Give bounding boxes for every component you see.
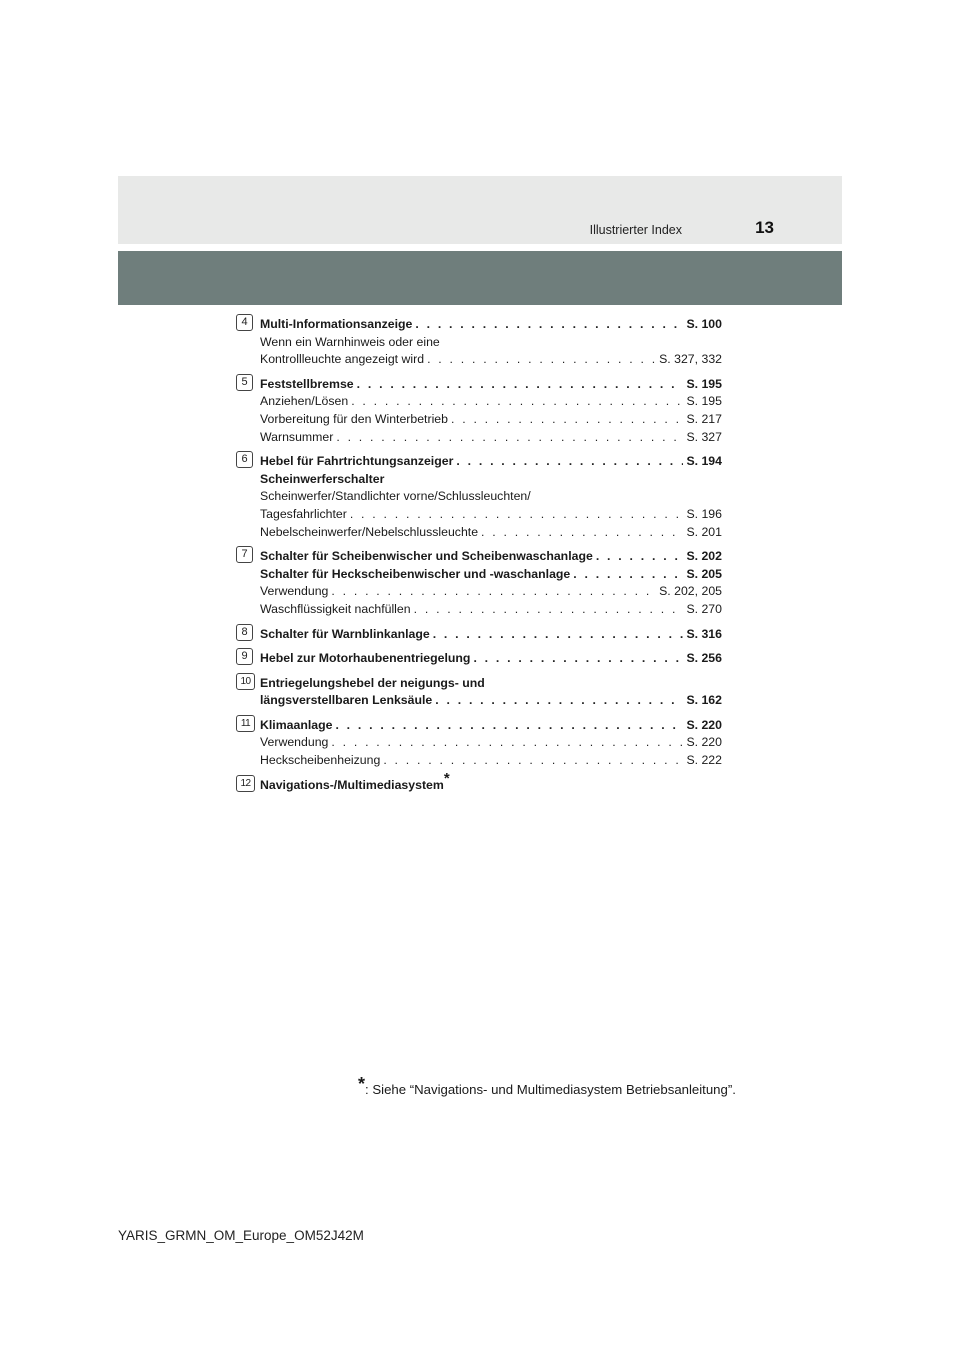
index-line — [260, 393, 722, 411]
index-line — [260, 351, 722, 369]
index-line — [260, 717, 722, 735]
index-line-label: Schalter für Heckscheibenwischer und -waschanlage — [260, 566, 571, 581]
dot-leader — [435, 692, 683, 710]
dot-leader — [481, 524, 683, 542]
index-line — [260, 626, 722, 644]
index-entry — [236, 626, 722, 644]
page-number: 13 — [755, 218, 774, 237]
page-reference: S. 256 — [686, 651, 722, 666]
index-line-label: Vorbereitung für den Winterbetrieb — [260, 411, 448, 426]
index-line — [260, 376, 722, 394]
page-reference: S. 195 — [686, 376, 722, 391]
index-list — [236, 316, 722, 801]
index-line-label: Multi-Informationsanzeige — [260, 317, 413, 331]
document-id: YARIS_GRMN_OM_Europe_OM52J42M — [118, 1228, 364, 1243]
index-entry — [236, 316, 722, 369]
dot-leader — [414, 601, 684, 619]
page-reference: S. 194 — [686, 454, 722, 469]
item-number-badge: 7 — [236, 546, 253, 563]
page-reference: S. 270 — [686, 601, 722, 616]
index-line — [260, 429, 722, 447]
item-number-badge: 9 — [236, 648, 253, 665]
page-reference: S. 316 — [686, 626, 722, 641]
index-line — [260, 692, 722, 710]
index-line — [260, 316, 722, 334]
dot-leader — [336, 429, 683, 447]
page-reference: S. 327 — [686, 429, 722, 444]
index-line-label: Klimaanlage — [260, 717, 333, 732]
index-line — [260, 650, 722, 668]
index-entry — [236, 769, 722, 795]
page-reference: S. 162 — [686, 693, 722, 708]
index-entry — [236, 376, 722, 446]
page-reference: S. 201 — [686, 524, 722, 539]
index-line-label: Entriegelungshebel der neigungs- und — [260, 675, 485, 690]
page-reference: S. 220 — [686, 735, 722, 750]
page-reference: S. 195 — [686, 394, 722, 409]
dot-leader — [573, 566, 683, 584]
dot-leader — [331, 583, 656, 601]
dot-leader — [335, 717, 683, 735]
index-line — [260, 453, 722, 471]
index-entry — [236, 650, 722, 668]
index-line-label: Schalter für Warnblinkanlage — [260, 626, 430, 641]
index-line-label: Verwendung — [260, 735, 329, 750]
footnote-text: : Siehe “Navigations- und Multimediasystem Betriebsanleitung”. — [365, 1082, 736, 1097]
dot-leader — [433, 626, 684, 644]
footnote-star: * — [443, 769, 450, 787]
index-line-label: Wenn ein Warnhinweis oder eine — [260, 334, 440, 349]
index-line-label: Verwendung — [260, 584, 329, 599]
index-line-label: Kontrollleuchte angezeigt wird — [260, 352, 425, 367]
index-line — [260, 734, 722, 752]
index-line-label: Feststellbremse — [260, 376, 354, 391]
page-reference: S. 202, 205 — [659, 584, 722, 599]
dot-leader — [451, 411, 683, 429]
index-line-label: Hebel für Fahrtrichtungsanzeiger — [260, 454, 454, 469]
dot-leader — [415, 316, 683, 334]
index-line-label: längsverstellbaren Lenksäule — [260, 693, 433, 708]
index-line-label: Warnsummer — [260, 429, 334, 444]
index-entry — [236, 717, 722, 770]
index-line-label: Schalter für Scheibenwischer und Scheibenwaschanlage — [260, 549, 593, 564]
index-line-label: Scheinwerferschalter — [260, 471, 385, 486]
section-title: Illustrierter Index — [589, 223, 682, 237]
dot-leader — [596, 548, 684, 566]
item-number-badge: 10 — [236, 673, 255, 690]
header-band — [118, 176, 842, 244]
index-line-label: Nebelscheinwerfer/Nebelschlussleuchte — [260, 524, 479, 539]
index-line-text — [260, 334, 722, 352]
dot-leader — [473, 650, 683, 668]
dot-leader — [350, 506, 684, 524]
page-reference: S. 222 — [686, 753, 722, 768]
page-reference: S. 327, 332 — [659, 352, 722, 367]
index-line — [260, 752, 722, 770]
page-reference: S. 100 — [686, 317, 722, 331]
page-reference: S. 202 — [686, 549, 722, 564]
dot-leader — [351, 393, 683, 411]
index-line-text — [260, 488, 722, 506]
index-entry — [236, 548, 722, 618]
page-reference: S. 196 — [686, 506, 722, 521]
index-line-label: Hebel zur Motorhaubenentriegelung — [260, 651, 471, 666]
index-line — [260, 583, 722, 601]
index-line-label: Scheinwerfer/Standlichter vorne/Schlussleuchten/ — [260, 489, 531, 504]
dot-leader — [427, 351, 656, 369]
item-number-badge: 5 — [236, 374, 253, 391]
dark-band — [118, 251, 842, 305]
dot-leader — [357, 376, 684, 394]
index-line-label: Heckscheibenheizung — [260, 753, 381, 768]
index-line-label: Anziehen/Lösen — [260, 394, 349, 409]
footnote-marker: * — [358, 1074, 366, 1094]
item-number-badge: 4 — [236, 314, 253, 331]
page-reference: S. 220 — [686, 717, 722, 732]
index-line-label: Navigations-/Multimediasystem — [260, 777, 444, 792]
item-number-badge: 12 — [236, 775, 255, 792]
dot-leader — [331, 734, 683, 752]
page-reference: S. 205 — [686, 566, 722, 581]
page-reference: S. 217 — [686, 411, 722, 426]
dot-leader — [456, 453, 683, 471]
index-line-text — [260, 675, 722, 693]
index-entry — [236, 675, 722, 710]
index-line — [260, 601, 722, 619]
footnote — [358, 1074, 736, 1097]
dot-leader — [383, 752, 683, 770]
index-line-label: Tagesfahrlichter — [260, 506, 347, 521]
index-line-text — [260, 769, 722, 795]
index-line-label: Waschflüssigkeit nachfüllen — [260, 601, 411, 616]
index-line — [260, 566, 722, 584]
index-line — [260, 524, 722, 542]
index-line — [260, 506, 722, 524]
index-line-text — [260, 471, 722, 489]
index-entry — [236, 453, 722, 541]
item-number-badge: 11 — [236, 715, 255, 732]
item-number-badge: 6 — [236, 451, 253, 468]
index-line — [260, 548, 722, 566]
index-line — [260, 411, 722, 429]
item-number-badge: 8 — [236, 624, 253, 641]
